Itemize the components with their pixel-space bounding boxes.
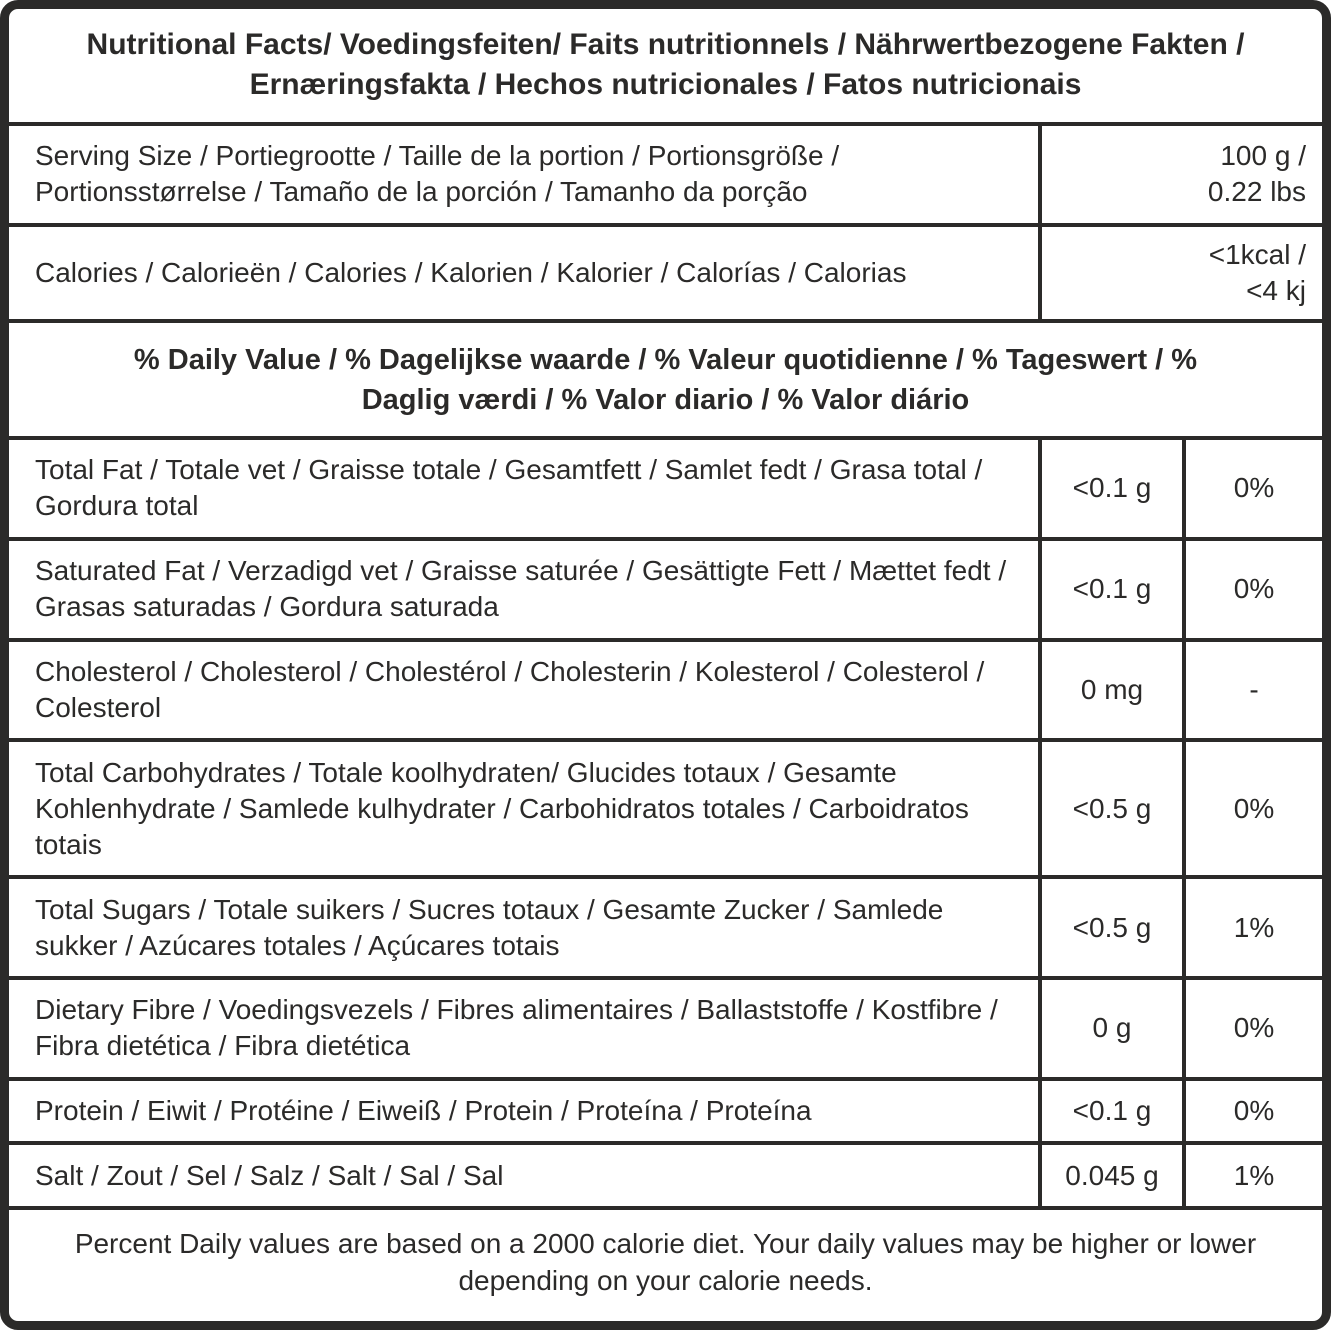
table-row-total-fat [9, 436, 1322, 537]
table-row-total-carbohydrates [9, 738, 1322, 875]
nutrient-label-text: Total Fat / Totale vet / Graisse totale / Gesamtfett / Samlet fedt / Grasa total / Gordura total [35, 454, 983, 522]
calories-value [1038, 227, 1322, 320]
serving-size-label [9, 126, 1038, 223]
nutrient-label-text: Saturated Fat / Verzadigd vet / Graisse saturée / Gesättigte Fett / Mættet fedt / Grasas saturadas / Gordura saturada [35, 555, 1007, 623]
serving-size-row [9, 122, 1322, 223]
table-row-protein [9, 1077, 1322, 1142]
calories-value-line2: <4 kj [1246, 274, 1306, 306]
nutrient-label-text: Protein / Eiwit / Protéine / Eiweiß / Protein / Proteína / Proteína [35, 1095, 812, 1127]
nutrient-amount: <0.1 g [1038, 1081, 1182, 1142]
calories-value-line1: <1kcal / [1208, 238, 1306, 270]
nutrient-percent: 0% [1182, 980, 1322, 1077]
table-row-saturated-fat [9, 537, 1322, 638]
nutrient-label [9, 440, 1038, 537]
nutrient-amount: 0 mg [1038, 642, 1182, 739]
table-row-dietary-fibre [9, 976, 1322, 1077]
nutrient-label [9, 1081, 1038, 1142]
nutrient-amount: <0.1 g [1038, 541, 1182, 638]
table-row-cholesterol [9, 638, 1322, 739]
serving-size-value-line1: 100 g / [1220, 140, 1306, 172]
nutrient-label-text: Cholesterol / Cholesterol / Cholestérol / Cholesterin / Kolesterol / Colesterol / Colesterol [35, 655, 985, 723]
calories-row [9, 223, 1322, 320]
nutrient-label [9, 1145, 1038, 1206]
nutrient-amount: 0.045 g [1038, 1145, 1182, 1206]
serving-size-label-text: Serving Size / Portiegrootte / Taille de la portion / Portionsgröße / Portionsstørrelse / Tamaño de la porción / Tamanho da porção [35, 140, 840, 208]
nutrient-label [9, 980, 1038, 1077]
nutrient-percent: 0% [1182, 742, 1322, 875]
table-row-salt [9, 1141, 1322, 1206]
nutrient-label-text: Total Carbohydrates / Totale koolhydraten/ Glucides totaux / Gesamte Kohlenhydrate / Samlede kulhydrater / Carbohidratos totales / Carboidratos totais [35, 756, 969, 860]
title-row [9, 9, 1322, 122]
nutrient-percent: - [1182, 642, 1322, 739]
nutrient-amount: <0.1 g [1038, 440, 1182, 537]
serving-size-value-line2: 0.22 lbs [1207, 176, 1306, 208]
nutrient-amount: <0.5 g [1038, 879, 1182, 976]
calories-label [9, 227, 1038, 320]
nutrient-label [9, 541, 1038, 638]
nutrient-label-text: Total Sugars / Totale suikers / Sucres totaux / Gesamte Zucker / Samlede sukker / Azúcares totales / Açúcares totais [35, 893, 944, 961]
label-title: Nutritional Facts/ Voedingsfeiten/ Faits nutritionnels / Nährwertbezogene Fakten / Ernæringsfakta / Hechos nutricionales / Fatos nutricionais [86, 28, 1245, 102]
daily-value-header-row [9, 319, 1322, 436]
calories-label-text: Calories / Calorieën / Calories / Kalorien / Kalorier / Calorías / Calorias [35, 256, 907, 288]
nutrient-label-text: Dietary Fibre / Voedingsvezels / Fibres alimentaires / Ballaststoffe / Kostfibre / Fibra dietética / Fibra dietética [35, 994, 998, 1062]
nutrient-label [9, 742, 1038, 875]
nutrient-percent: 1% [1182, 1145, 1322, 1206]
nutrient-amount: <0.5 g [1038, 742, 1182, 875]
nutrient-label [9, 879, 1038, 976]
table-row-total-sugars [9, 875, 1322, 976]
footnote-row [9, 1206, 1322, 1321]
nutrient-percent: 1% [1182, 879, 1322, 976]
nutrient-percent: 0% [1182, 440, 1322, 537]
serving-size-value [1038, 126, 1322, 223]
footnote-text: Percent Daily values are based on a 2000 calorie diet. Your daily values may be higher or lower depending on your calorie needs. [74, 1227, 1257, 1296]
nutrient-label [9, 642, 1038, 739]
nutrient-label-text: Salt / Zout / Sel / Salz / Salt / Sal / Sal [35, 1159, 504, 1191]
nutrient-percent: 0% [1182, 1081, 1322, 1142]
nutrient-amount: 0 g [1038, 980, 1182, 1077]
nutrient-percent: 0% [1182, 541, 1322, 638]
daily-value-header: % Daily Value / % Dagelijkse waarde / % Valeur quotidienne / % Tageswert / % Daglig værdi / % Valor diario / % Valor diário [133, 343, 1198, 416]
